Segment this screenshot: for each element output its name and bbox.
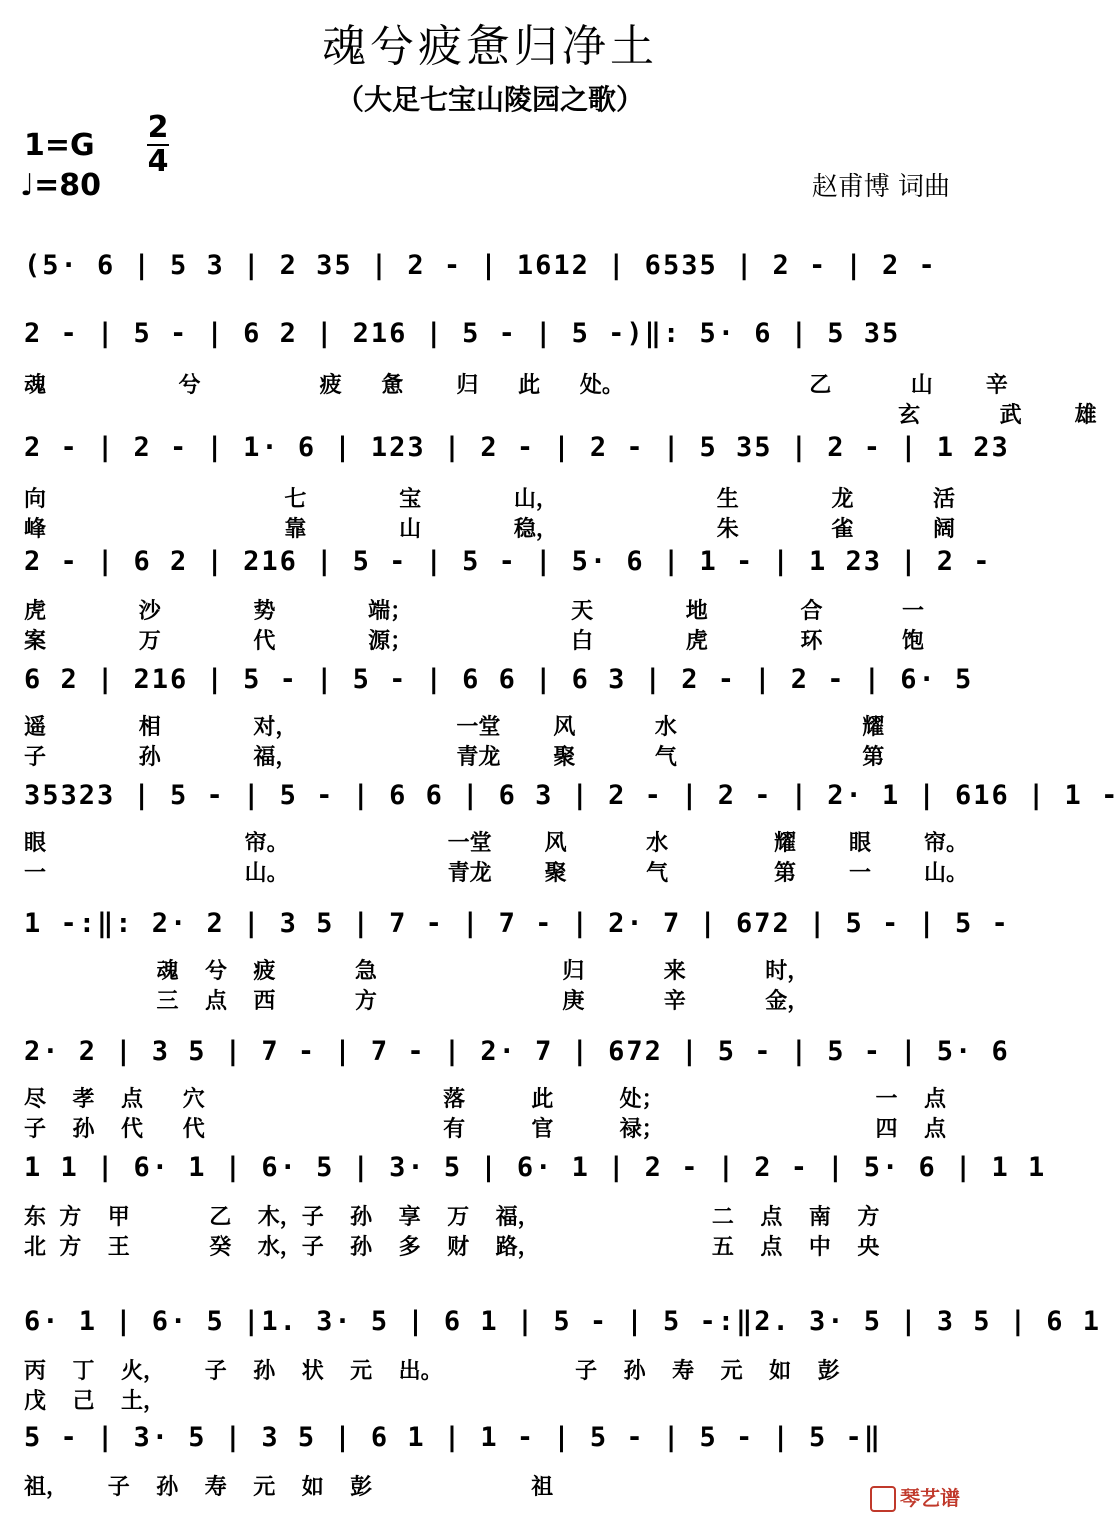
song-subtitle: （大足七宝山陵园之歌）: [335, 83, 644, 116]
lyric-verse-1: 祖， 子 孙 寿 元 如 彭 祖: [24, 1475, 554, 1500]
tempo-marking: ♩=80: [20, 168, 102, 203]
lyric-verse-2: 一 山。 青龙 聚 气 第 一 山。: [24, 861, 968, 886]
logo-icon: [870, 1486, 896, 1512]
song-title: 魂兮疲惫归净土: [322, 21, 658, 72]
lyric-verse-2: 玄 武 雄: [24, 403, 1097, 428]
lyric-verse-1: 东 方 甲 乙 木，子 孙 享 万 福， 二 点 南 方: [24, 1205, 880, 1230]
notation-line: (5· 6 | 5 3 | 2 35 | 2 - | 1612 | 6535 | 2 - | 2 -: [24, 250, 937, 281]
lyric-verse-1: 尽 孝 点 穴 落 此 处； 一 点: [24, 1087, 946, 1112]
watermark-text: 琴艺谱: [900, 1485, 960, 1510]
lyric-verse-1: 向 七 宝 山， 生 龙 活: [24, 487, 955, 512]
time-signature-bottom: 4: [147, 144, 169, 179]
time-signature: [146, 112, 170, 178]
watermark-logo: [870, 1482, 960, 1513]
lyric-verse-1: 遥 相 对， 一堂 风 水 耀: [24, 715, 885, 740]
lyric-verse-2: 三 点 西 方 庚 辛 金，: [24, 989, 810, 1014]
notation-line: 2 - | 6 2 | 216 | 5 - | 5 - | 5· 6 | 1 - | 1 23 | 2 -: [24, 546, 992, 577]
lyric-verse-2: 戊 己 土，: [24, 1389, 165, 1414]
notation-line: 1 -:‖: 2· 2 | 3 5 | 7 - | 7 - | 2· 7 | 672 | 5 - | 5 -: [24, 908, 1010, 939]
notation-line: 1 1 | 6· 1 | 6· 5 | 3· 5 | 6· 1 | 2 - | 2 - | 5· 6 | 1 1: [24, 1152, 1047, 1183]
notation-line: 6 2 | 216 | 5 - | 5 - | 6 6 | 6 3 | 2 - | 2 - | 6· 5: [24, 664, 974, 695]
lyric-verse-2: 子 孙 福， 青龙 聚 气 第: [24, 745, 885, 770]
key-signature: 1=G: [24, 128, 95, 163]
lyric-verse-1: 魂 兮 疲 急 归 来 时，: [24, 959, 810, 984]
lyric-verse-2: 子 孙 代 代 有 官 禄； 四 点: [24, 1117, 946, 1142]
lyric-verse-1: 丙 丁 火， 子 孙 状 元 出。 子 孙 寿 元 如 彭: [24, 1359, 840, 1384]
notation-line: 2· 2 | 3 5 | 7 - | 7 - | 2· 7 | 672 | 5 - | 5 - | 5· 6: [24, 1036, 1010, 1067]
time-signature-top: 2: [147, 110, 169, 145]
notation-line: 2 - | 2 - | 1· 6 | 123 | 2 - | 2 - | 5 35 | 2 - | 1 23: [24, 432, 1010, 463]
notation-line: 6· 1 | 6· 5 |1. 3· 5 | 6 1 | 5 - | 5 -:‖2. 3· 5 | 3 5 | 6 1: [24, 1306, 1102, 1337]
notation-line: 35323 | 5 - | 5 - | 6 6 | 6 3 | 2 - | 2 - | 2· 1 | 616 | 1 -: [24, 780, 1119, 811]
notation-line: 5 - | 3· 5 | 3 5 | 6 1 | 1 - | 5 - | 5 - | 5 -‖: [24, 1422, 883, 1453]
lyric-verse-1: 眼 帘。 一堂 风 水 耀 眼 帘。: [24, 831, 968, 856]
lyric-verse-1: 虎 沙 势 端； 天 地 合 一: [24, 599, 924, 624]
lyric-verse-2: 北 方 王 癸 水，子 孙 多 财 路， 五 点 中 央: [24, 1235, 880, 1260]
lyric-verse-2: 案 万 代 源； 白 虎 环 饱: [24, 629, 924, 654]
lyric-verse-1: 魂 兮 疲 惫 归 此 处。 乙 山 辛: [24, 373, 1008, 398]
composer-credit: 赵甫博 词曲: [811, 172, 950, 202]
notation-line: 2 - | 5 - | 6 2 | 216 | 5 - | 5 -)‖: 5· 6 | 5 35: [24, 318, 901, 349]
lyric-verse-2: 峰 靠 山 稳， 朱 雀 阔: [24, 517, 955, 542]
